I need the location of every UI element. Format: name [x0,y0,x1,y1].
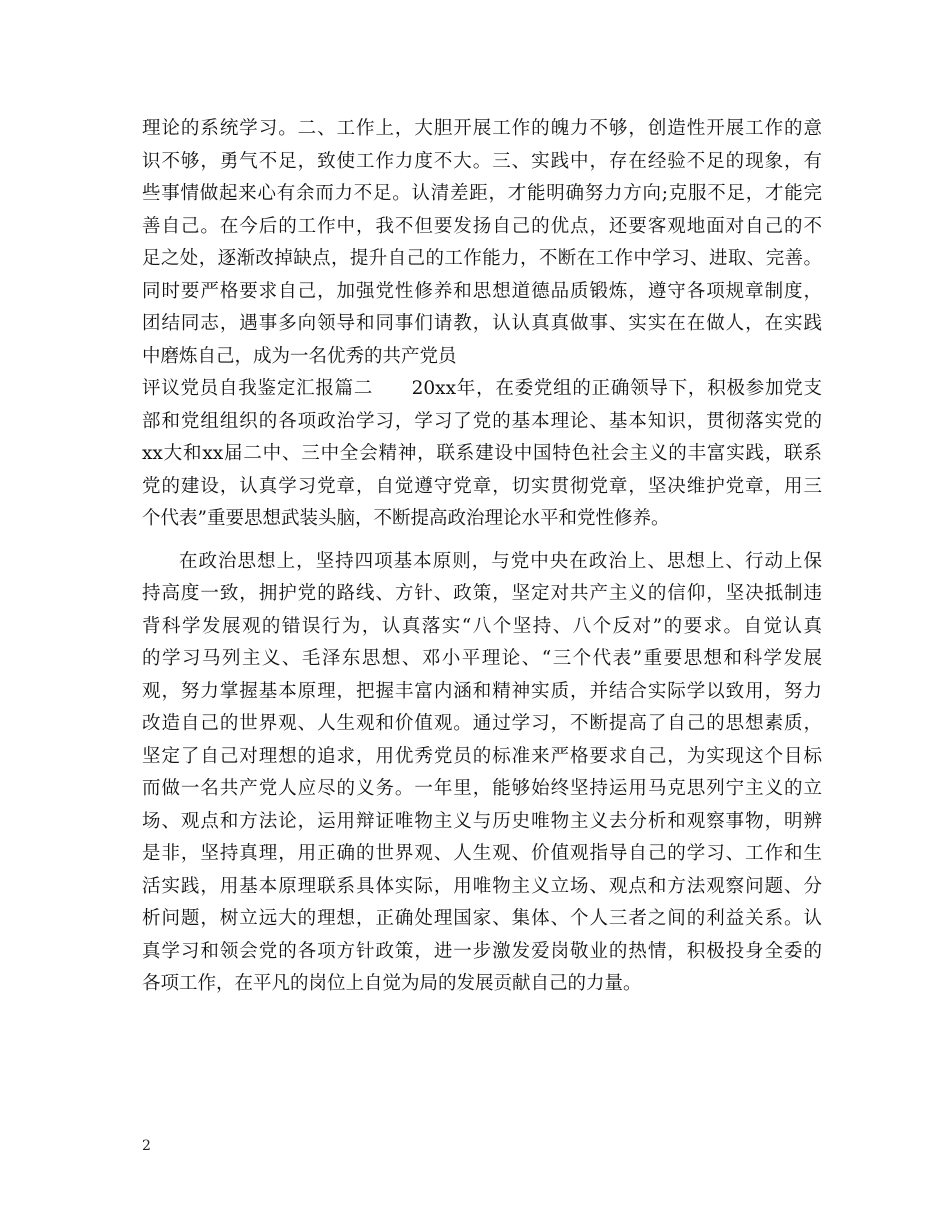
text-line-3: 些事情做起来心有余而力不足。认清差距，才能明确努力方向;克服不足，才能完 [142,183,822,204]
page-number: 2 [142,1138,151,1154]
section-heading-line: 评议党员自我鉴定汇报篇二 20xx年，在委党组的正确领导下，积极参加党支 [142,378,822,399]
text-line-17: 的学习马列主义、毛泽东思想、邓小平理论、“三个代表”重要思想和科学发展 [142,648,822,669]
text-line-16: 背科学发展观的错误行为，认真落实“八个坚持、八个反对”的要求。自觉认真 [142,615,822,637]
text-line-5: 足之处，逐渐改掉缺点，提升自己的工作能力，不断在工作中学习、进取、完善。 [142,248,822,269]
text-line-18: 观，努力掌握基本原理，把握丰富内涵和精神实质，并结合实际学以致用，努力 [142,680,822,702]
text-line-25: 析问题，树立远大的理想，正确处理国家、集体、个人三者之间的利益关系。认 [142,908,822,929]
text-line-27: 各项工作，在平凡的岗位上自觉为局的发展贡献自己的力量。 [142,973,642,994]
text-line-11: xx大和xx届二中、三中全会精神，联系建设中国特色社会主义的丰富实践，联系 [142,443,822,464]
text-line-13: 个代表”重要思想武装头脑，不断提高政治理论水平和党性修养。 [142,508,670,529]
text-line-19: 改造自己的世界观、人生观和价值观。通过学习，不断提高了自己的思想素质， [142,713,822,734]
text-line-1: 理论的系统学习。二、工作上，大胆开展工作的魄力不够，创造性开展工作的意 [142,118,822,139]
text-line-26: 真学习和领会党的各项方针政策，进一步激发爱岗敬业的热情，积极投身全委的 [142,940,822,962]
text-line-6: 同时要严格要求自己，加强党性修养和思想道德品质锻炼，遵守各项规章制度， [142,280,822,302]
text-line-10: 部和党组组织的各项政治学习，学习了党的基本理论、基本知识，贯彻落实党的 [142,410,822,432]
text-line-14: 在政治思想上，坚持四项基本原则，与党中央在政治上、思想上、行动上保 [179,550,822,572]
document-body [142,113,822,1001]
text-line-4: 善自己。在今后的工作中，我不但要发扬自己的优点，还要客观地面对自己的不 [142,215,822,237]
paragraph-gap [142,536,822,546]
text-line-21: 而做一名共产党人应尽的义务。一年里，能够始终坚持运用马克思列宁主义的立 [142,778,822,799]
text-line-20: 坚定了自己对理想的追求，用优秀党员的标准来严格要求自己，为实现这个目标 [142,745,822,767]
text-line-22: 场、观点和方法论，运用辩证唯物主义与历史唯物主义去分析和观察事物，明辨 [142,810,822,832]
text-line-23: 是非，坚持真理，用正确的世界观、人生观、价值观指导自己的学习、工作和生 [142,843,822,864]
text-line-15: 持高度一致，拥护党的路线、方针、政策，坚定对共产主义的信仰，坚决抵制违 [142,583,822,604]
text-line-24: 活实践，用基本原理联系具体实际，用唯物主义立场、观点和方法观察问题、分 [142,875,822,897]
text-line-12: 党的建设，认真学习党章，自觉遵守党章，切实贯彻党章，坚决维护党章，用三 [142,475,822,497]
text-line-8: 中磨炼自己，成为一名优秀的共产党员 [142,345,457,367]
text-line-2: 识不够，勇气不足，致使工作力度不大。三、实践中，存在经验不足的现象，有 [142,150,822,172]
text-line-7: 团结同志，遇事多向领导和同事们请教，认认真真做事、实实在在做人，在实践 [142,313,822,334]
